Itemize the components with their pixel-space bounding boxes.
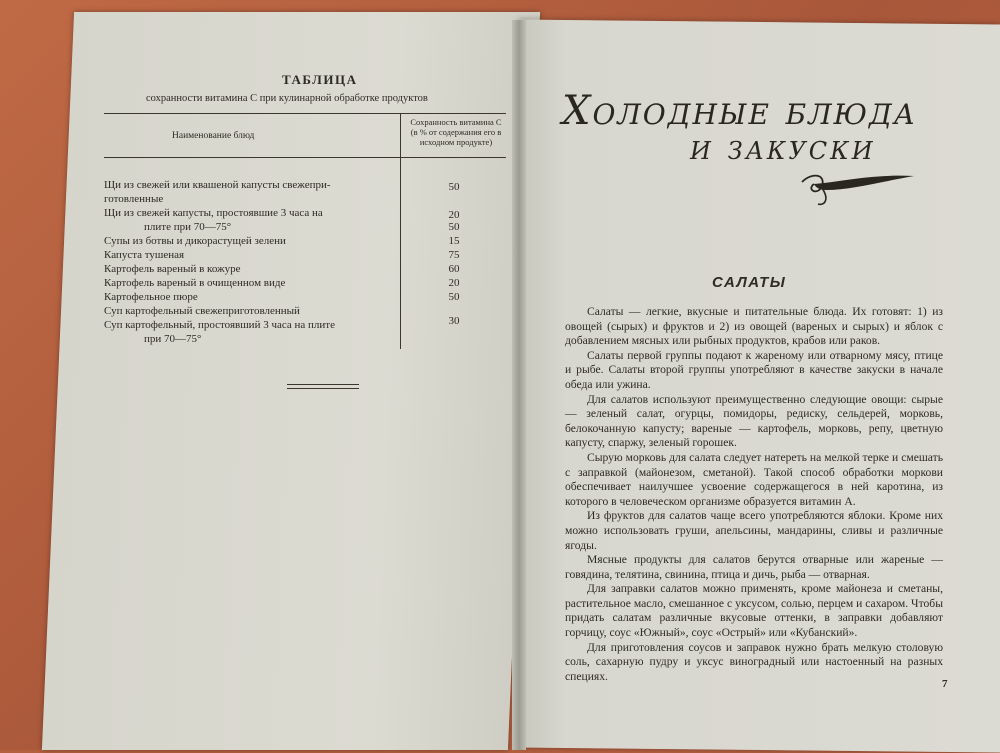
paragraph: Сырую морковь для салата следует натереть на мелкой терке и смешать с заправкой (майонезом, сметаной). Такой способ обработки моркови обеспечивает наилучшее усвоение содержащегося в ней каротина, из которого в человеческом организме образуется витамин А. xyxy=(565,450,943,508)
table-row-dish: Суп картофельный свежеприготовленный xyxy=(104,305,300,317)
table-row-dish: Картофельное пюре xyxy=(104,291,198,303)
table-row-dish: Картофель вареный в кожуре xyxy=(104,263,241,275)
table-row-value: 50 xyxy=(448,181,460,193)
table-row-value: 20 xyxy=(448,277,460,289)
table-row-dish: Щи из свежей капусты, простоявшие 3 часа на xyxy=(104,207,323,219)
paragraph: Для заправки салатов можно применять, кроме майонеза и сметаны, растительное масло, смешанное с уксусом, солью, перцем и сахаром. Чтобы придать салатам различные вкусовые оттенки, в заправки добавляют горчицу, соус «Южный», соус «Острый» или «Кубанский». xyxy=(565,582,943,640)
table-row-dish: плите при 70—75° xyxy=(144,221,232,233)
table-header-name: Наименование блюд xyxy=(172,131,255,141)
table-row-value: 60 xyxy=(448,263,460,275)
table-row-dish: готовленные xyxy=(104,193,164,205)
table-row-dish: Капуста тушеная xyxy=(104,249,185,261)
table-row-value: 15 xyxy=(448,235,460,247)
table-row-dish: Супы из ботвы и дикорастущей зелени xyxy=(104,235,286,247)
table-row-value: 50 xyxy=(448,291,460,303)
table-title: ТАБЛИЦА xyxy=(282,72,358,87)
table-row-dish: при 70—75° xyxy=(144,333,202,345)
table-header-percent: Сохранность витамина С (в % от содержания его в исходном продукте) xyxy=(410,117,502,147)
table-row-dish: Щи из свежей или квашеной капусты свежепри- xyxy=(104,179,331,191)
chapter-title-second-line: и закуски xyxy=(690,128,876,168)
separator-line xyxy=(287,388,359,389)
table-row-value: 75 xyxy=(448,249,460,261)
chapter-title: Холодные блюда xyxy=(562,88,917,134)
table-row-value: 50 xyxy=(448,221,460,233)
ornament-flourish-icon xyxy=(800,168,920,208)
paragraph: Для приготовления соусов и заправок нужно брать мелкую столовую соль, сахарную пудру и уксус виноградный или настоенный на разных специях. xyxy=(565,640,943,683)
page-number: 7 xyxy=(942,678,948,690)
paragraph: Для салатов используют преимущественно следующие овощи: сырые — зеленый салат, огурцы, помидоры, редиску, сельдерей, морковь, белокочанную капусту; вареные — картофель, морковь, репу, цветную капусту, спаржу, зеленый горошек. xyxy=(565,392,943,450)
section-heading: САЛАТЫ xyxy=(712,274,787,291)
body-text xyxy=(565,305,943,684)
table-header-divider xyxy=(104,157,506,158)
paragraph: Из фруктов для салатов чаще всего употребляются яблоки. Кроме них можно использовать груши, апельсины, мандарины, сливы и различные ягоды. xyxy=(565,509,943,552)
paragraph: Салаты — легкие, вкусные и питательные блюда. Их готовят: 1) из овощей (сырых) и фруктов и 2) из овощей (вареных и сырых) и яблок с добавлением мясных или рыбных продуктов, крабов или раков. xyxy=(565,305,943,348)
book-gutter xyxy=(512,20,526,750)
paragraph: Мясные продукты для салатов берутся отварные или жареные — говядина, телятина, свинина, птица и дичь, рыба — отварная. xyxy=(565,553,943,581)
table-row-dish: Картофель вареный в очищенном виде xyxy=(104,277,286,289)
separator-line xyxy=(287,384,359,385)
table-subtitle: сохранности витамина С при кулинарной обработке продуктов xyxy=(146,93,428,104)
table-row-dish: Суп картофельный, простоявший 3 часа на плите xyxy=(104,319,335,331)
table-row-value: 30 xyxy=(448,315,460,327)
table-column-divider xyxy=(400,113,401,349)
paragraph: Салаты первой группы подают к жареному или отварному мясу, птице и рыбе. Салаты второй группы употребляют в качестве закуски в начале обеда или ужина. xyxy=(565,348,943,391)
table-row-value: 20 xyxy=(448,209,460,221)
